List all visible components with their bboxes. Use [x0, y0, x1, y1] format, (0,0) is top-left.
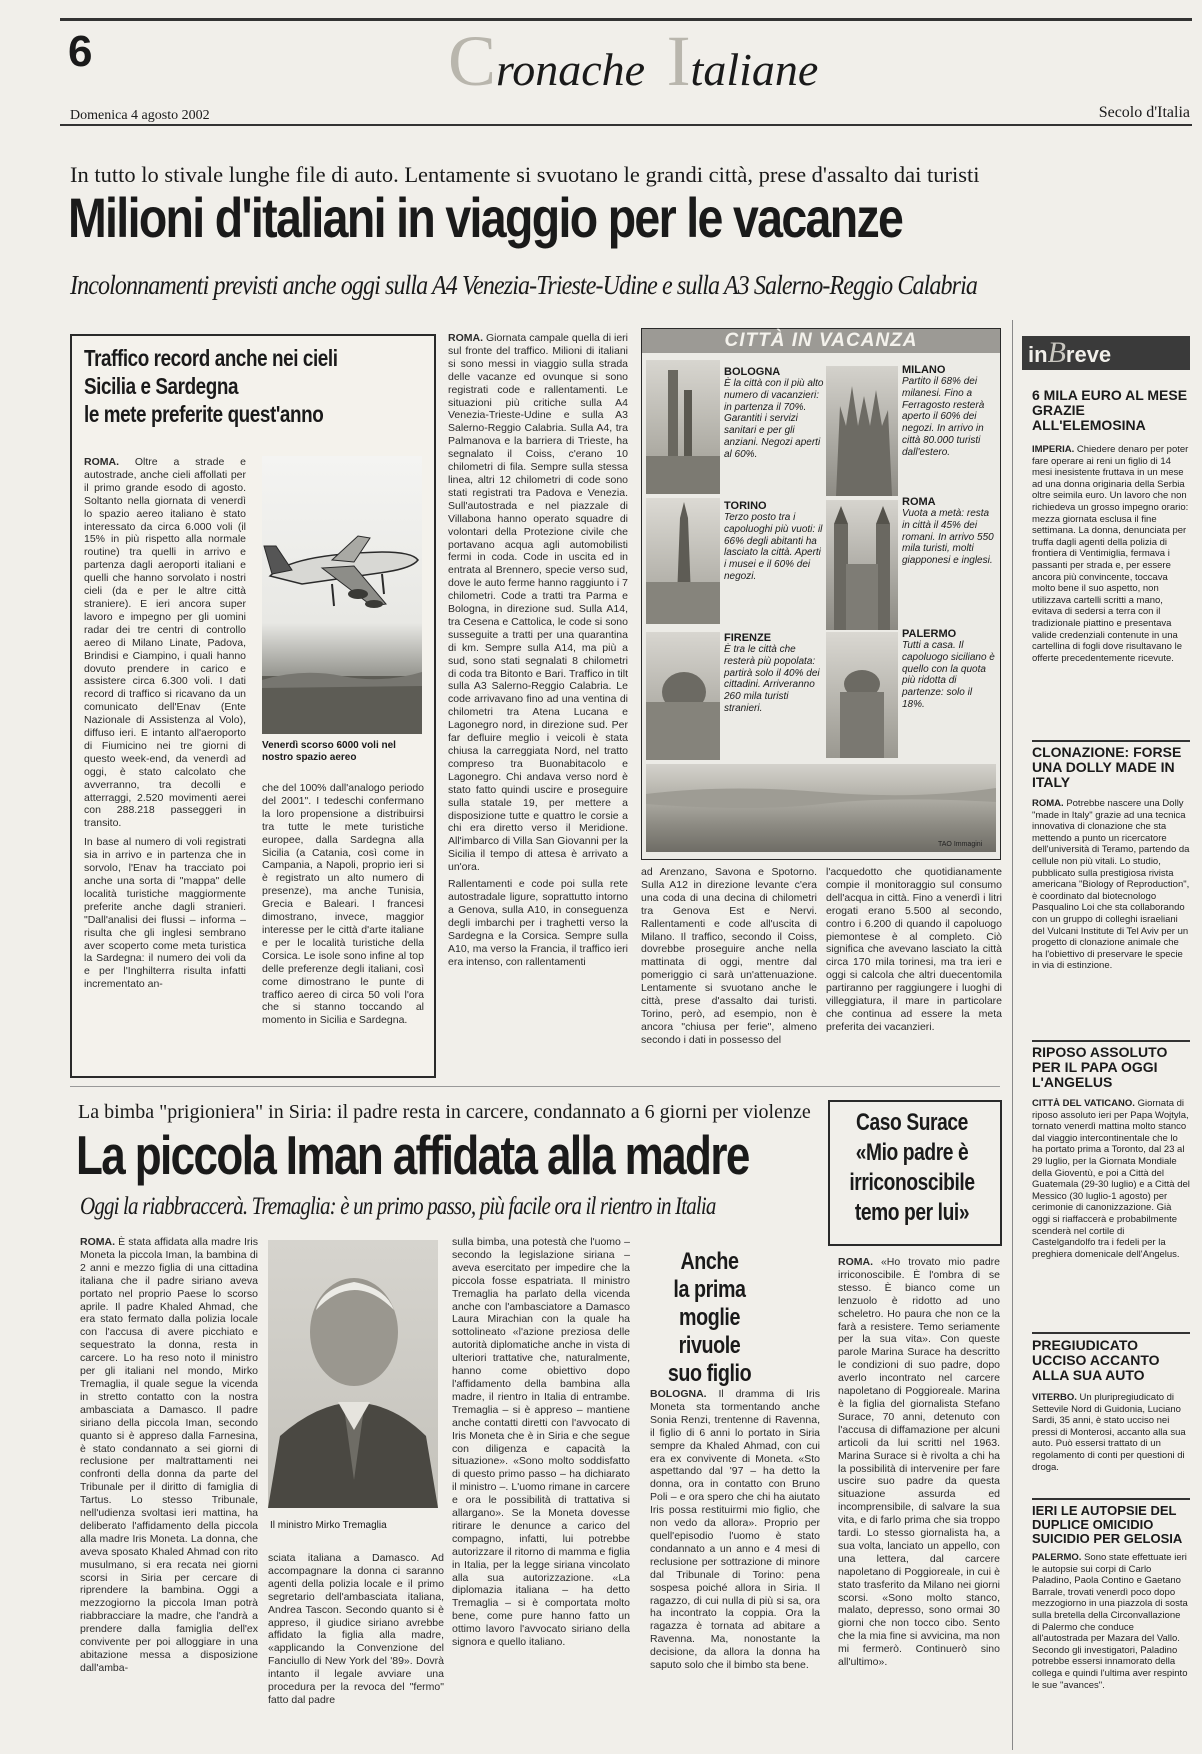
city-name: TORINO	[724, 500, 767, 512]
article-text: Giornata campale quella di ieri sul fronte del traffico. Milioni di italiani si sono messi in viaggio sulla strada delle vacanze ed ovunque si sono registrati code e rallentamenti. Le situazioni più critiche sulla A4 Venezia-Trieste-Udine e sulla A3 Salerno-Reggio Calabria. Sulla A4, tra Palmanova e la barriera di Trieste, ha segnalato il Coiss, c'erano 10 chilometri di fila. Sempre sulla stessa linea, altri 12 chilometri di code sono stati registrati tra Padova e Venezia. Sull'autostrada e nel piazzale di Villabona hanno operato squadre di volontari della Protezione civile che portavano acqua agli automobilisti fermi in coda. Code in uscita ed in entrata al Brennero, specie verso sud, dove le auto ferme hanno raggiunto i 7 chilometri. Code a tratti tra Parma e Bologna, in direzione sud. Sulla A14, tra Cesena e Cattolica, le code si sono susseguite a tratti per una quarantina di km. Sempre sulla A14, ma più a sud, sono stati segnalati 8 chilometri di coda tra Bitonto e Bari. Traffico in tilt sulla A3 Salerno-Reggio Calabria. Le code arrivavano fino ad una ventina di chilometri tra Atena Lucana e Lagonegro nord, in direzione sud. Per far defluire meglio i veicoli è stata chiusa la carreggiata Nord, nel tratto compreso tra Buonabitacolo e Lagonegro. Chi andava verso nord è stato fatto quindi uscire e proseguire sulla statale 19, per mettere a disposizione tutte e quattro le corsie a chi era diretto verso il Meridione. All'imbarco di Villa San Giovanni per la Sicilia il tempo di attesa è arrivato a un'ora.	[448, 332, 628, 874]
briefs-logo-in: in	[1028, 342, 1048, 367]
city-firenze	[724, 632, 824, 715]
photo-credit: TAO Immagini	[938, 841, 983, 848]
article-text: Rallentamenti e code poi sulla rete autostradale ligure, soprattutto intorno a Genova, sulla A10, in conseguenza degli imbarchi per i traghetti verso la Sardegna e la Corsica. Sempre sulla A10, ma verso la Francia, il traffico ieri era intenso, con rallentamenti	[448, 878, 628, 968]
top-rule	[60, 18, 1192, 21]
briefs-logo	[1022, 336, 1190, 370]
section-divider	[70, 1086, 1000, 1087]
beach-photo	[646, 764, 996, 852]
dateline: ROMA.	[1032, 798, 1064, 809]
brief-item	[1032, 388, 1194, 433]
air-box-title-line: Traffico record anche nei cieli	[84, 345, 338, 371]
brief-item	[1032, 745, 1194, 790]
air-box-col1	[84, 456, 246, 1062]
article-text: Sono state effettuate ieri le autopsie sui corpi di Carlo Paladino, Paola Contino e Gaetano Barrale, trovati venerdì poco dopo mezzogiorno in una piazzola di sosta sulla bretella della Circonvallazione di Palermo che conduce all'autostrada per Mazara del Vallo. Secondo gli investigatori, Paladino potrebbe essersi innamorato della collega e quindi l'ultima aver respinto le sue "avances".	[1032, 1552, 1188, 1691]
city-torino	[724, 500, 824, 583]
dateline: ROMA.	[80, 1236, 115, 1248]
article-text: Oltre a strade e autostrade, anche cieli affollati per il primo grande esodo di agosto. Soltanto nella giornata di venerdì lo spazio aereo italiano è stato interessato da circa 6.000 voli (il 15% in più rispetto alla normale routine) tra quelli in arrivo e partenza dagli aeroporti italiani e quelli che hanno sorvolato i nostri cieli (da e per le altre città straniere). E ieri ancora super lavoro e impegno per gli uomini radar dei tre centri di controllo aereo di Milano Linate, Padova, Brindisi e Ciampino, i quali hanno dovuto prendere in carico e assistere circa 6.300 voli. I dati record di traffico si ricavano da un comunicato dell'Enav (Ente Nazionale di Assistenza al Volo), diffuso ieri. E intanto all'aeroporto di Fiumicino nei tre giorni di questo week-end, da venerdì ad oggi, è stato calcolato che avverranno, tra decolli e atterraggi, 2.520 movimenti aerei con 288.218 passeggeri in transito.	[84, 456, 246, 830]
section-title-initial: C	[448, 21, 497, 101]
city-text: Tutti a casa. Il capoluogo siciliano è quello con la quota più ridotta di partenze: solo il 18%.	[902, 640, 995, 710]
article-text: Un pluripregiudicato di Settevile Nord di Guidonia, Luciano Sardi, 35 anni, è stato ucciso nei pressi di Monterosi, accanto alla sua auto. Può essersi trattato di un regolamento di conti per questioni di droga.	[1032, 1392, 1186, 1473]
city-milano	[902, 364, 996, 459]
dateline: ROMA.	[838, 1256, 873, 1268]
surace-title-line: Caso Surace	[856, 1109, 968, 1136]
brief-item	[1032, 1338, 1194, 1383]
section-title-word: taliane	[690, 44, 819, 95]
lead-headline: Milioni d'italiani in viaggio per le vacanze	[68, 186, 903, 249]
first-wife-title-line: la prima moglie	[673, 1276, 746, 1331]
city-name: BOLOGNA	[724, 366, 781, 378]
air-box-title-line: le mete preferite quest'anno	[84, 401, 324, 427]
briefs-logo-b: B	[1047, 336, 1066, 369]
lead-kicker: In tutto lo stivale lunghe file di auto. Lentamente si svuotano le grandi città, prese d'assalto dai turisti	[70, 162, 980, 187]
brief-title: IERI LE AUTOPSIE DEL DUPLICE OMICIDIO SUICIDIO PER GELOSIA	[1032, 1503, 1183, 1546]
tremaglia-photo-caption: Il ministro Mirko Tremaglia	[270, 1520, 387, 1531]
section-title-word: ronache	[496, 44, 646, 95]
milano-photo	[826, 366, 898, 496]
brief-title: 6 MILA EURO AL MESE GRAZIE ALL'ELEMOSINA	[1032, 387, 1188, 433]
iman-headline: La piccola Iman affidata alla madre	[76, 1124, 749, 1186]
brief-text	[1032, 1392, 1190, 1492]
dateline: BOLOGNA.	[650, 1388, 707, 1400]
air-box-col2: che del 100% dall'analogo periodo del 2001". I tedeschi confermano la loro propensione a distribuirsi tra tutte le mete turistiche europee, dalla Sardegna alla Sicilia (a Catania, così come in Campania, a Napoli, proprio ieri si è registrato un alto numero di presenze), ma anche Tunisia, Grecia e Baleari. I francesi dimostrano, invece, maggior interesse per le città d'arte italiane e per le località turistiche della Corsica. Le isole sono infine al top delle preferenze degli italiani, così come dimostrano le punte di traffico aereo di circa 50 voli l'ora che si stanno toccando al momento in Sicilia e Sardegna.	[262, 782, 424, 1027]
city-roma	[902, 496, 996, 567]
masthead-rule	[60, 124, 1192, 126]
brief-rule	[1032, 740, 1190, 742]
dateline: ROMA.	[448, 332, 483, 344]
air-box-title-line: Sicilia e Sardegna	[84, 373, 239, 399]
portrait-icon	[268, 1240, 438, 1508]
brief-rule	[1032, 1498, 1190, 1500]
brief-text	[1032, 444, 1190, 734]
brief-title: PREGIUDICATO UCCISO ACCANTO ALLA SUA AUTO	[1032, 1337, 1160, 1383]
iman-subheadline: Oggi la riabbraccerà. Tremaglia: è un primo passo, più facile ora il rientro in Italia	[80, 1193, 716, 1220]
city-name: ROMA	[902, 496, 936, 508]
palermo-photo	[826, 632, 898, 758]
first-wife-title-line: rivuole	[678, 1332, 741, 1359]
city-text: Vuota a metà: resta in città il 45% dei romani. In arrivo 550 mila turisti, molti giapponesi e inglesi.	[902, 508, 994, 567]
section-title-initial: I	[666, 21, 691, 101]
surace-title	[840, 1108, 984, 1228]
city-bologna	[724, 366, 824, 461]
surace-title-line: temo per lui»	[854, 1199, 970, 1226]
city-text: Partito il 68% dei milanesi. Fino a Ferragosto resterà aperto il 60% dei negozi. In arrivo in città 80.000 turisti dall'estero.	[902, 376, 985, 458]
first-wife-title-line: suo figlio	[667, 1360, 752, 1387]
torino-photo	[646, 498, 720, 624]
surace-title-line: irriconoscibile	[849, 1169, 975, 1196]
bologna-photo	[646, 360, 720, 494]
brief-text	[1032, 798, 1190, 1034]
city-name: FIRENZE	[724, 632, 772, 644]
briefs-logo-rest: reve	[1065, 342, 1112, 367]
lead-col-d: l'acquedotto che quotidianamente compie il monitoraggio sul consumo dell'acqua in città. Fino a venerdì i litri erogati erano 5.500 al secondo, contro i 6.200 di quando il capoluogo piemontese è al completo. Ciò significa che avevano lasciato la città circa 170 mila torinesi, ma tra ieri e oggi si calcola che altri duecentomila partiranno per raggiungere i luoghi di villeggiatura, il mare in particolare che continua ad essere la meta preferita dei vacanzieri.	[826, 866, 1002, 1033]
lead-col-c: ad Arenzano, Savona e Spotorno. Sulla A12 in direzione levante c'era una coda di una decina di chilometri tra Genova Est e Nervi. Rallentamenti e code all'uscita di Milano. Il traffico, secondo il Coiss, dovrebbe proseguire anche nella mattinata di oggi, mentre dal pomeriggio ci sarà un'attenuazione. Lentamente si svuotano anche le città, prese d'assalto dai turisti. Torino, però, ad esempio, non è ancora "chiusa per ferie", almeno secondo i dati in possesso del	[641, 866, 817, 1046]
page-number: 6	[68, 27, 93, 76]
brief-text	[1032, 1098, 1190, 1326]
brief-item	[1032, 1045, 1194, 1090]
iman-col2: sciata italiana a Damasco. Ad accompagnare la donna ci saranno agenti della polizia locale e il primo segretario dell'ambasciata italiana, Andrea Tascon. Secondo quanto si è appreso, il giudice siriano avrebbe affidato la figlia alla madre, «applicando la Convenzione del Fanciullo di New York del '89». Dovrà intanto il legale avviare una procedura per la revoca del "fermo" fatto dal padre	[268, 1552, 444, 1706]
city-text: Terzo posto tra i capoluoghi più vuoti: il 66% degli abitanti ha lasciato la città. Aperti i musei e il 60% dei negozi.	[724, 512, 823, 582]
airplane-photo-caption: Venerdì scorso 6000 voli nel nostro spazio aereo	[262, 740, 396, 763]
article-text: Potrebbe nascere una Dolly "made in Italy" grazie ad una tecnica innovativa di clonazione che sta mettendo a punto un ricercatore dell'università di Teramo, partendo da cellule non più vitali. Lo studio, pubblicato sulla prestigiosa rivista americana "Biology of Reproduction", è coordinato dal biotecnologo Pasqualino Loi che sta collaborando con un gruppo di colleghi israeliani del Vulcani Institute di Tel Aviv per un progetto di clonazione animale che ha l'obiettivo di preservare le specie in via di estinzione.	[1032, 798, 1190, 972]
dateline: PALERMO.	[1032, 1552, 1082, 1563]
brief-item	[1032, 1504, 1194, 1546]
section-title	[448, 21, 819, 103]
city-name: PALERMO	[902, 628, 957, 640]
air-box-title	[84, 344, 338, 428]
first-wife-text	[650, 1388, 820, 1744]
city-text: È la città con il più alto numero di vacanzieri: in partenza il 70%. Garantiti i servizi sanitari e per gli anziani. Negozi aperti al 60%.	[724, 378, 824, 460]
surace-title-line: «Mio padre è	[855, 1139, 969, 1166]
brief-text	[1032, 1552, 1190, 1742]
tremaglia-photo	[268, 1240, 438, 1508]
brief-rule	[1032, 1040, 1190, 1042]
brief-title: RIPOSO ASSOLUTO PER IL PAPA OGGI L'ANGELUS	[1032, 1044, 1168, 1090]
article-text: Giornata di riposo assoluto ieri per Papa Wojtyla, tornato venerdì mattina molto stanco dal viaggio intercontinentale che lo ha portato prima a Toronto, dal 23 al 29 luglio, per la Giornata Mondiale della Gioventù, e poi a Città del Guatemala (29-30 luglio) e a Città del Messico (30 luglio-1 agosto) per cerimonie di canonizzazione. Già oggi si riaffaccerà e probabilmente scenderà nel cortile di Castelgandolfo tra i fedeli per la preghiera domenicale dell'Angelus.	[1032, 1098, 1190, 1260]
airplane-icon	[262, 456, 422, 734]
article-text: È stata affidata alla madre Iris Moneta la piccola Iman, la bambina di 2 anni e mezzo figlia di una cittadina italiana che il padre siriano aveva portato nel proprio Paese lo scorso aprile. Il padre Khaled Ahmad, che era stato fermato dalla polizia locale con l'accusa di avere picchiato e sequestrato la donna, resta in carcere. Lo ha reso noto il ministro per gli italiani nel mondo, Mirko Tremaglia, il quale segue la vicenda in stretto contatto con la nostra ambasciata a Damasco. Il padre siriano della piccola Iman, secondo quanto si è appreso dalla Farnesina, è stato condannato a sei giorni di reclusione per maltrattamenti nei confronti della donna da parte del Tribunale per il diritto di famiglia di Tartus. Lo stesso Tribunale, nell'udienza svoltasi ieri mattina, ha deliberato l'affidamento della piccola alla madre Iris Moneta. La donna, che aveva sposato Khaled Ahmad con rito musulmano, si era recata nei giorni scorsi in Siria per cercare di riprendere la bambina. Oggi a mezzogiorno la piccola Iman potrà riabbracciare la madre, che l'andrà a prendere dalla famiglia dell'ex convivente per poi alloggiare in una abitazione messa a disposizione dall'amba-	[80, 1236, 258, 1674]
city-name: MILANO	[902, 364, 946, 376]
firenze-photo	[646, 632, 720, 760]
dateline: IMPERIA.	[1032, 444, 1075, 455]
article-text: «Ho trovato mio padre irriconoscibile. È l'ombra di se stesso. È bianco come un lenzuolo è ridotto ad uno scheletro. Ho paura che non ce la farà a resistere. Temo seriamente per la sua vita». Con queste parole Marina Surace ha descritto le condizioni di suo padre, dopo averlo incontrato nel carcere napoletano di Poggioreale. Marina è la figlia del giornalista Stefano Surace, 70 anni, detenuto con l'accusa di diffamazione per alcuni articoli da lui scritti nel 1963. Marina Surace si è rivolta a chi ha la possibilità di intervenire per fare uscire suo padre da questa situazione assurda ed incomprensibile, di salvare la sua vita, e di farlo prima che sia troppo tardi. Lo stesso giornalista ha, a sua volta, lanciato un appello, con una lettera, dal carcere napoletano di Poggioreale, in cui è stato trasferito da Milano nei giorni scorsi. «Sono molto stanco, malato, depresso, sono ormai 30 giorni che non tocco cibo. Sento che la mia fine si avvicina, ma non mi fermerò. Continuerò sino all'ultimo».	[838, 1256, 1000, 1669]
city-box-title: CITTÀ IN VACANZA	[642, 329, 1000, 353]
first-wife-title	[648, 1248, 771, 1388]
dateline: VITERBO.	[1032, 1392, 1077, 1403]
issue-date: Domenica 4 agosto 2002	[70, 108, 210, 123]
city-text: È tra le città che resterà più popolata: partirà solo il 40% dei cittadini. Arriveranno 260 mila turisti stranieri.	[724, 644, 820, 714]
article-text: Chiedere denaro per poter fare operare ai reni un figlio di 14 mesi inesistente fruttava in un mese ad una donna originaria della Serbia oltre seimila euro. Un lavoro che non richiedeva un grosso impegno orario: mezza giornata esclusa il fine settimana. La donna, denunciata per truffa dagli agenti della polizia di frontiera di Ventimiglia, fermava i passanti per strada e, per essere ancora più convincente, toccava molto bene il suo aspetto, non utilizzava cartelli scritti a mano, evitava di sedersi a terra con il tradizionale piattino e presentava valide credenziali contenute in una cartellina di fogli dove risultavano le offerte precedentemente ricevute.	[1032, 444, 1189, 664]
city-palermo	[902, 628, 996, 711]
lead-subheadline: Incolonnamenti previsti anche oggi sulla A4 Venezia-Trieste-Udine e sulla A3 Salerno-Reggio Calabria	[70, 270, 978, 300]
dateline: ROMA.	[84, 456, 119, 468]
article-text: Il dramma di Iris Moneta sta tormentando anche Sonia Renzi, trentenne di Ravenna, il figlio di 6 anni lo portato in Siria sempre da Khaled Ahmad, con cui era ex convivente di Moneta. «Sto aspettando dal '97 – ha detto la donna, ora in contatto con Bruno Poli – e ora spero che chi ha aiutato Iris possa restituirmi mio figlio, che non vedo da allora». Proprio per quell'episodio l'uomo è stato condannato a un anno e 4 mesi di reclusione per sottrazione di minore dal Tribunale di Torino: pena sospesa poiché allora in Siria. Il ragazzo, di cui nulla di più si sa, ora ha incontrato la coppia. Ora la ragazza è tornata ad abitare a Ravenna. Ma, nonostante la decisione, da allora la donna ha saputo solo che il bimbo sta bene.	[650, 1388, 820, 1672]
lead-col-a	[448, 332, 628, 1072]
iman-col3: sulla bimba, una potestà che l'uomo – secondo la legislazione siriana – aveva esercitato per impedire che la piccola fosse espatriata. Il ministro Tremaglia ha parlato della vicenda anche con l'ambasciatore a Damasco Laura Mirachian con la quale ha sottolineato «l'azione preziosa delle autorità diplomatiche anche in vista di ulteriori trattative che, naturalmente, hanno come obiettivo dopo l'affidamento della bambina alla madre, il rientro in Italia di entrambe. Tremaglia – si è appreso – mantiene anche contatti diretti con l'avvocato di Iris Moneta che è in Siria e che segue con diligenza e capacità la situazione». «Sono molto soddisfatto di questo primo passo – ha dichiarato il ministro –. L'uomo rimane in carcere e ora le possibilità di trattativa si allargano». Se la Moneta dovesse ritirare le denunce a carico del compagno, infatti, lui potrebbe autorizzare il ritorno di mamma e figlia in Italia, per la legge siriana vincolato alla sua autorizzazione. «La diplomazia italiana – ha detto Tremaglia – si è comportata molto bene, come pure hanno fatto un ottimo lavoro l'avvocato siriano della signora e quello italiano.	[452, 1236, 630, 1649]
iman-kicker: La bimba "prigioniera" in Siria: il padre resta in carcere, condannato a 6 giorni per violenze	[78, 1101, 811, 1123]
roma-photo	[826, 500, 898, 630]
airplane-photo	[262, 456, 422, 734]
brief-rule	[1032, 1332, 1190, 1334]
surace-text	[838, 1256, 1000, 1746]
brief-title: CLONAZIONE: FORSE UNA DOLLY MADE IN ITALY	[1032, 744, 1182, 790]
briefs-divider	[1012, 320, 1013, 1750]
first-wife-title-line: Anche	[680, 1248, 739, 1275]
dateline: CITTÀ DEL VATICANO.	[1032, 1098, 1135, 1109]
article-text: In base al numero di voli registrati sia in arrivo e in partenza che in sorvolo, l'Enav ha tracciato poi anche una sorta di "mappa" delle località turistiche maggiormente preferite anche dagli stranieri. "Dall'analisi dei flussi – informa – risulta che gli inglesi sembrano aver scoperto come meta turistica la Sardegna: il numero dei voli da e per l'Inghilterra risulta infatti incrementato an-	[84, 836, 246, 991]
iman-col1	[80, 1236, 258, 1746]
newspaper-name: Secolo d'Italia	[1098, 104, 1190, 121]
